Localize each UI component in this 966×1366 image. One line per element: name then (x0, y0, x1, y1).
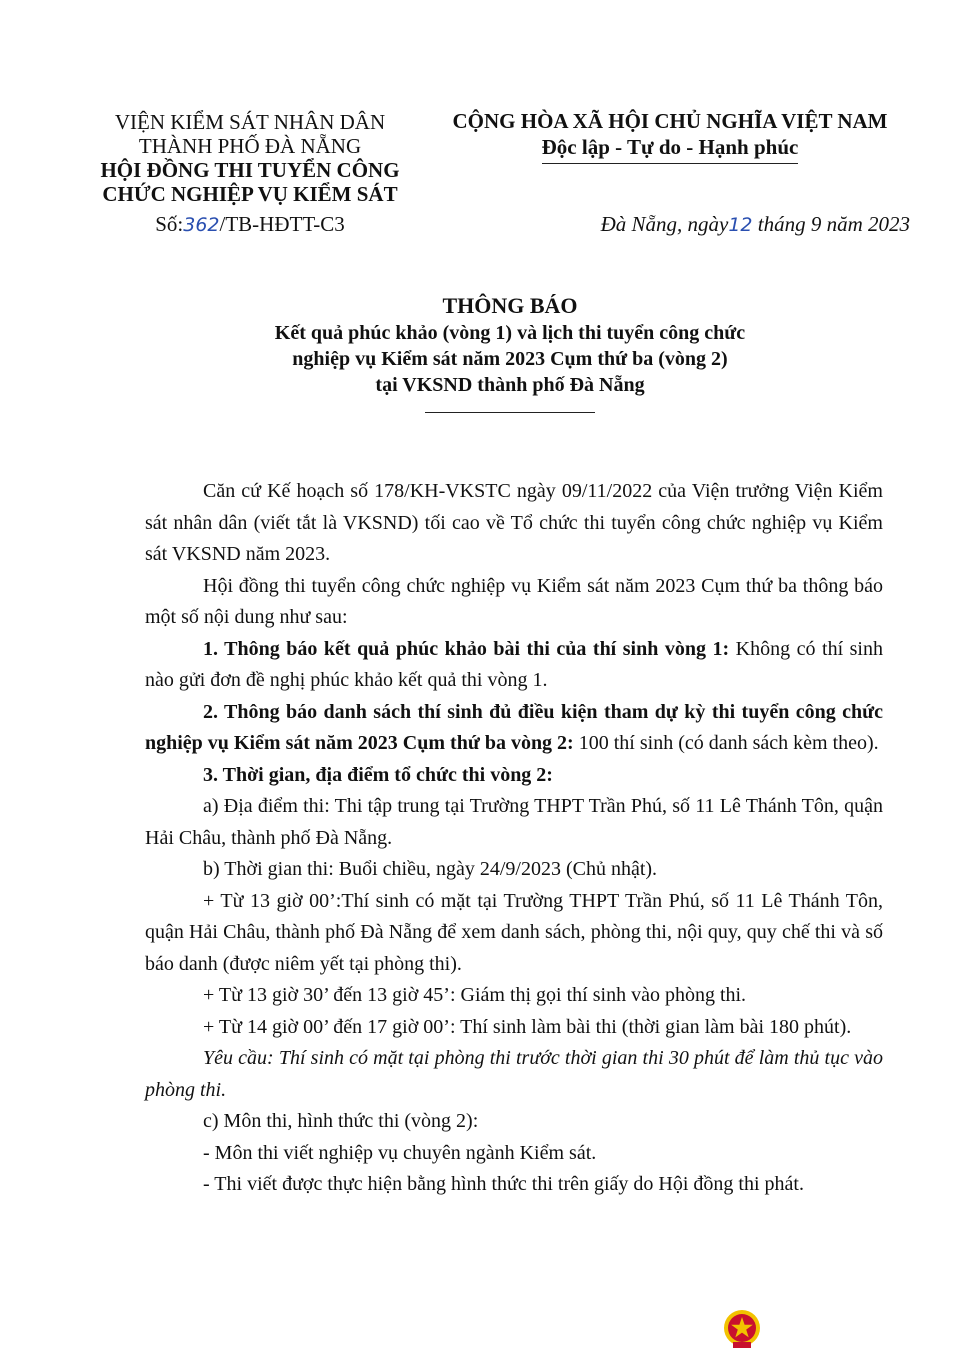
item-b-time: b) Thời gian thi: Buổi chiều, ngày 24/9/2023 (Chủ nhật). (203, 858, 658, 880)
national-emblem-icon (722, 1308, 762, 1350)
section-3-title: 3. Thời gian, địa điểm tổ chức thi vòng 2: (203, 763, 553, 786)
issuing-authority (90, 110, 410, 237)
council-line-1: HỘI ĐỒNG THI TUYỂN CÔNG (100, 158, 400, 182)
number-handwritten: 362 (183, 214, 220, 236)
notice-subtitle-3: tại VKSND thành phố Đà Nẵng (375, 374, 645, 396)
schedule-3: + Từ 14 giờ 00’ đến 17 giờ 00’: Thí sinh làm bài thi (thời gian làm bài 180 phút). (203, 1015, 852, 1038)
national-header (430, 108, 910, 160)
notice-body (145, 476, 883, 1201)
motto-wrap (542, 134, 799, 160)
section-1-title: 1. Thông báo kết quả phúc khảo bài thi của thí sinh vòng 1: (203, 637, 730, 660)
section-2-title: 2. Thông báo danh sách thí sinh đủ điều kiện tham dự kỳ thi tuyển công chức nghiệp vụ Kiểm sát năm 2023 Cụm thứ ba vòng 2: (145, 700, 883, 754)
paragraph-intro: Hội đồng thi tuyển công chức nghiệp vụ Kiểm sát năm 2023 Cụm thứ ba thông báo một số nội dung như sau: (145, 574, 883, 628)
motto-underline (542, 163, 799, 164)
paragraph-basis: Căn cứ Kế hoạch số 178/KH-VKSTC ngày 09/11/2022 của Viện trưởng Viện Kiểm sát nhân dân (viết tắt là VKSND) tối cao về Tổ chức thi tuyển công chức nghiệp vụ Kiểm sát VKSND năm 2023. (145, 480, 883, 565)
subject-1: - Môn thi viết nghiệp vụ chuyên ngành Kiểm sát. (203, 1141, 597, 1164)
notice-subtitle-1: Kết quả phúc khảo (vòng 1) và lịch thi tuyển công chức (274, 322, 746, 344)
org-line-1: VIỆN KIỂM SÁT NHÂN DÂN (114, 110, 386, 134)
section-2 (145, 697, 883, 760)
requirement-note: Yêu cầu: Thí sinh có mặt tại phòng thi trước thời gian thi 30 phút để làm thủ tục vào phòng thi. (145, 1047, 883, 1101)
number-suffix: /TB-HĐTT-C3 (219, 212, 345, 236)
schedule-1: + Từ 13 giờ 00’:Thí sinh có mặt tại Trường THPT Trần Phú, số 11 Lê Thánh Tôn, quận Hải Châu, thành phố Đà Nẵng để xem danh sách, phòng thi, nội quy, quy chế thi và số báo danh (được niêm yết tại phòng thi). (145, 889, 883, 975)
notice-title-block (160, 292, 860, 413)
title-divider (425, 412, 595, 413)
item-c-subject: c) Môn thi, hình thức thi (vòng 2): (203, 1110, 479, 1132)
org-line-2: THÀNH PHỐ ĐÀ NẴNG (138, 134, 362, 158)
council-line-2: CHỨC NGHIỆP VỤ KIỂM SÁT (102, 182, 398, 206)
item-a-location: a) Địa điểm thi: Thi tập trung tại Trường THPT Trần Phú, số 11 Lê Thánh Tôn, quận Hải Châu, thành phố Đà Nẵng. (145, 795, 883, 849)
date-suffix: tháng 9 năm 2023 (752, 212, 910, 236)
nation-title: CỘNG HÒA XÃ HỘI CHỦ NGHĨA VIỆT NAM (452, 109, 888, 133)
number-prefix: Số: (155, 212, 184, 236)
subject-2: - Thi viết được thực hiện bằng hình thức thi trên giấy do Hội đồng thi phát. (203, 1173, 804, 1195)
national-motto: Độc lập - Tự do - Hạnh phúc (541, 135, 799, 159)
notice-title: THÔNG BÁO (442, 293, 578, 318)
section-1 (145, 634, 883, 697)
schedule-2: + Từ 13 giờ 30’ đến 13 giờ 45’: Giám thị gọi thí sinh vào phòng thi. (203, 984, 747, 1006)
issue-date (430, 212, 920, 237)
date-handwritten: 12 (728, 214, 753, 236)
section-2-text: 100 thí sinh (có danh sách kèm theo). (573, 732, 879, 754)
notice-subtitle-2: nghiệp vụ Kiểm sát năm 2023 Cụm thứ ba (vòng 2) (292, 348, 728, 370)
date-prefix: Đà Nẵng, ngày (600, 212, 729, 236)
section-1-text: Không có thí sinh nào gửi đơn đề nghị phúc khảo kết quả thi vòng 1. (145, 637, 883, 691)
document-number (90, 212, 410, 237)
